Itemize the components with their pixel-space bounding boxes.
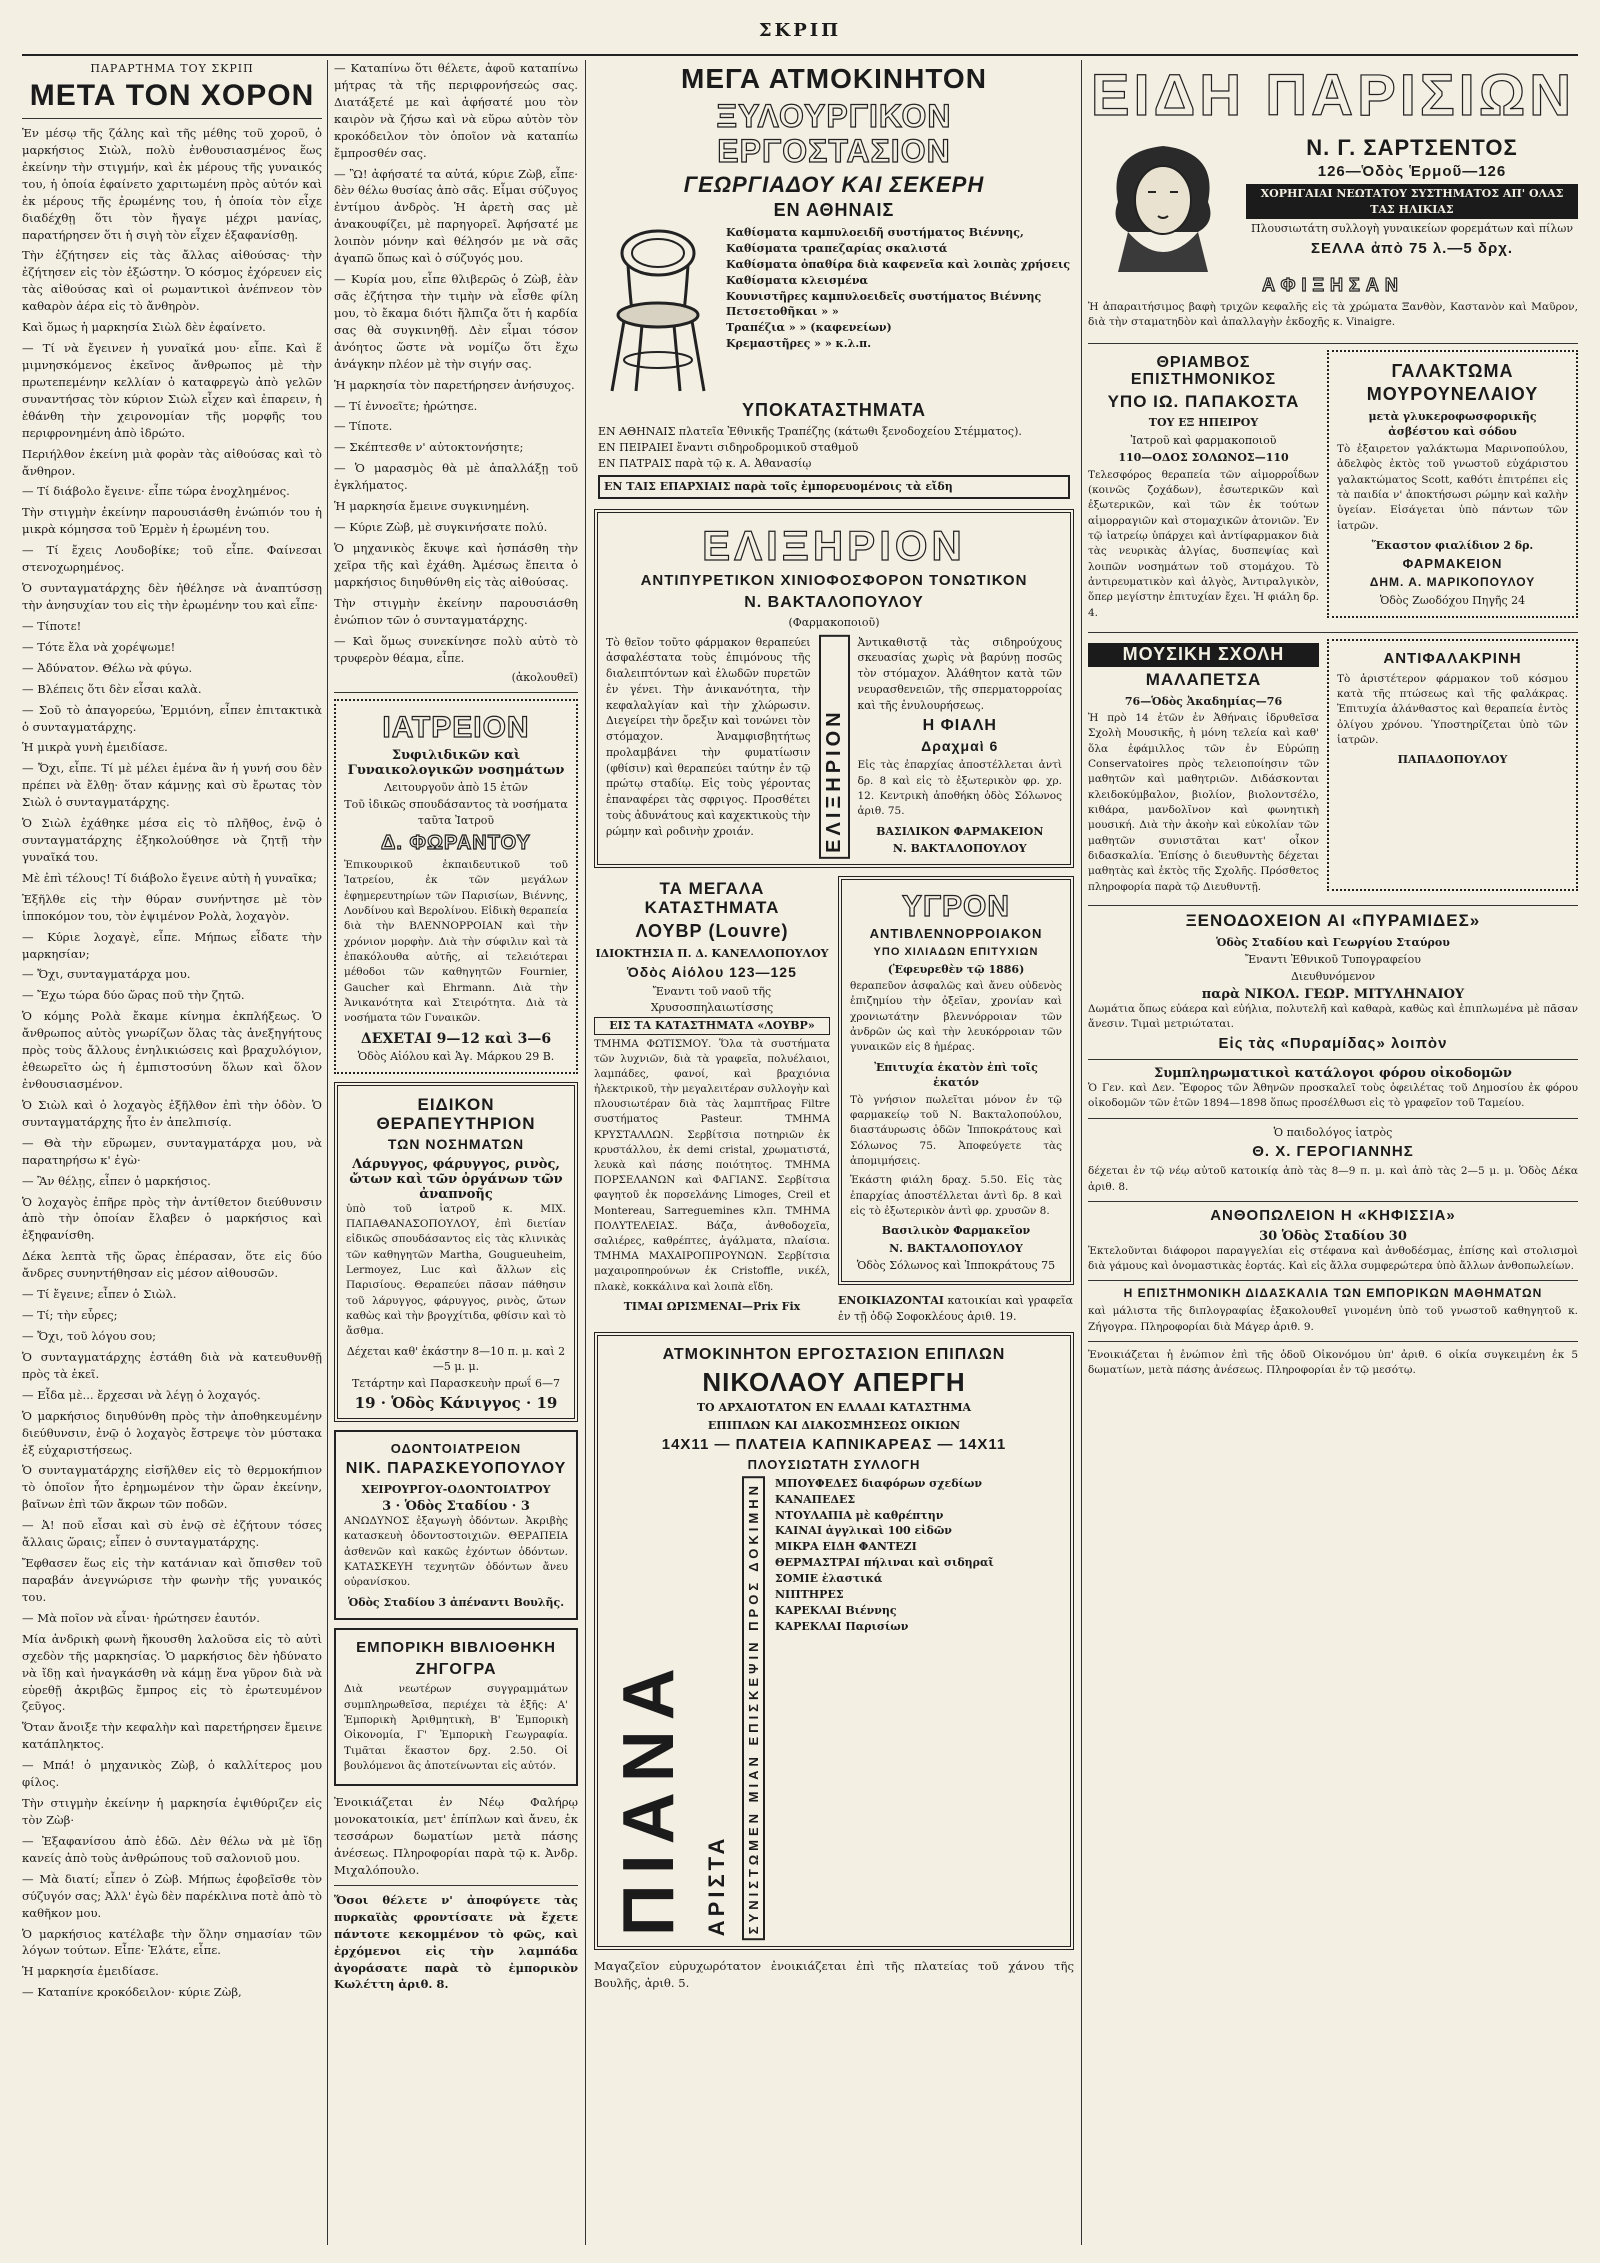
ad-opposite: Ἔναντι τοῦ ναοῦ τῆς Χρυσοσπηλαιωτίσσης: [650, 985, 774, 1014]
divider: [1088, 1059, 1578, 1060]
ad-address: 76—Ὁδὸς Ἀκαδημίας—76: [1124, 694, 1283, 708]
notice-rent: Ἐνοικιάζεται ἐν Νέῳ Φαλήρῳ μονοκατοικία, μετ' ἐπίπλων καὶ ἄνευ, ἐκ τεσσάρων δωματίων μετὰ πάσης ἀνέσεως. Πληροφορίαι παρὰ τῷ κ. Ἀνδρ. Μιχαλόπουλο.: [334, 1795, 578, 1877]
story-paragraph: — Μὰ ποῖον νὰ εἶναι· ἠρώτησεν ἐαυτόν.: [22, 1610, 260, 1625]
ad-address: 3 · Ὁδὸς Σταδίου · 3: [382, 1499, 530, 1515]
ad-body: Ἡ ἀπαραιτήσιμος βαφὴ τριχῶν κεφαλῆς εἰς τὰ χρώματα Ξανθὸν, Καστανὸν καὶ Μαῦρον, διὰ τὴν σταματηδὸν καὶ ἀπαλλαγὴν ἐκδοχῆς κ. Vinaigre.: [1088, 300, 1578, 329]
story-paragraph: — Ἂν θέλῃς, εἶπεν ὁ μαρκήσιος.: [22, 1173, 211, 1188]
ad-footer: Ὁδὸς Σταδίου 3 ἀπέναντι Βουλῆς.: [347, 1595, 565, 1609]
notice-last: Ἐνοικιάζεται ἡ ἐνώπιον ἐπὶ τῆς ὁδοῦ Οἰκονόμου ὑπ' ἀριθ. 6 οἰκία συγκειμένη ἐκ 5 δωματίων, μετὰ πάσης ἀνέσεως. Πληροφορίαι ἐν τῷ μεσότῳ.: [1088, 1349, 1578, 1377]
story-paragraph: — Τότε ἔλα νὰ χορέψωμε!: [22, 639, 176, 654]
ad-branch: ΕΝ ΑΘΗΝΑΙΣ πλατεῖα Ἐθνικῆς Τραπέζης (κάτωθι ξενοδοχείου Στέμματος).: [598, 424, 1022, 438]
story-paragraph: Ἡ μαρκησία ἔμεινε συγκινημένη.: [334, 499, 530, 514]
ad-line: Τοῦ ἰδικῶς σπουδάσαντος τὰ νοσήματα ταῦτα Ἰατροῦ: [344, 798, 568, 827]
ad-milk-sub: μετὰ γλυκεροφωσφορικῆς ἀσβέστου καὶ σόδου: [1368, 410, 1537, 439]
ad-item: ΚΑΙΝΑΙ ἀγγλικαὶ 100 εἰδῶν: [775, 1524, 952, 1538]
ad-title: ΕΙΔΗ ΠΑΡΙΣΙΩΝ: [1090, 63, 1576, 128]
ad-piramides: [1088, 912, 1578, 1112]
story-paragraph: Ἡ μικρὰ γυνὴ ἐμειδίασε.: [22, 740, 168, 755]
story-paragraph: Ὁ μαρκήσιος κατέλαβε τὴν ὅλην σημασίαν τῶν λόγων τούτων. Εἶπε· Ἐλάτε, εἶπε.: [22, 1926, 322, 1958]
divider: [334, 1885, 578, 1886]
ad-item: ΣΟΜΙΕ ἐλαστικά: [775, 1571, 883, 1585]
story-paragraph: Ἡ μαρκησία τὸν παρετήρησεν ἀνήσυχος.: [334, 377, 575, 392]
ad-milk-pharm: ΦΑΡΜΑΚΕΙΟΝ: [1402, 556, 1503, 572]
ad-address: 110—ΟΔΟΣ ΣΟΛΩΝΟΣ—110: [1118, 451, 1289, 465]
ad-footer2: Ν. ΒΑΚΤΑΛΟΠΟΥΛΟΥ: [892, 841, 1027, 855]
ad-price: ΣΕΛΛΑ ἀπὸ 75 λ.—5 δρχ.: [1310, 239, 1514, 257]
story-paragraph: — Ἀδύνατον. Θέλω νὰ φύγω.: [22, 660, 193, 675]
story-paragraph: Ὁ συνταγματάρχης δὲν ἠθέλησε νὰ ἀναπτύσσῃ τὴν ἀνησυχίαν του εἰς τὴν ἐρωμένην του καὶ εἶπε·: [22, 581, 322, 612]
divider: [1088, 343, 1578, 344]
ad-role: Ἰατροῦ καὶ φαρμακοποιοῦ: [1130, 433, 1277, 447]
story-paragraph: — Τίποτε!: [22, 618, 82, 633]
ad-side: ΣΥΝΙΣΤΩΜΕΝ ΜΙΑΝ ΕΠΙΣΚΕΨΙΝ ΠΡΟΣ ΔΟΚΙΜΗΝ: [742, 1476, 765, 1940]
ad-item: Κουνιστῆρες καμπυλοειδεῖς συστήματος Βιέννης: [726, 289, 1042, 303]
story-continuation: [334, 60, 578, 666]
notice-fire: Ὅσοι θέλετε ν' ἀποφύγετε τὰς πυρκαϊὰς φροντίσατε νὰ ἔχετε πάντοτε κεκομμένον τὸ φῶς, καὶ ἐρχόμενοι εἰς τὴν λαμπάδα ἀγοράσατε παρὰ τὸ ἐμπορικὸν Κωλέττη ἀριθ. 8.: [334, 1892, 578, 1992]
ad-branch-list: [598, 425, 1070, 472]
ad-item: Καθίσματα καμπυλοειδῆ συστήματος Βιέννης,: [726, 226, 1024, 240]
ad-kifisia-addr: 30 Ὁδὸς Σταδίου 30: [1259, 1228, 1407, 1244]
ad-elixirion-body: [606, 635, 1062, 859]
ad-body: θεραπεῦον ἀσφαλῶς καὶ ἄνευ οὐδενὸς ἐπιζημίου τὴν ὀξεῖαν, χρονίαν καὶ χρονιωτάτην βλεννόρροιαν τῶν ἀνδρῶν ὡς καὶ τὴν λευκόρροιαν τῶν γυναικῶν εἰς 8 ἡμέρας.: [850, 980, 1062, 1054]
ad-side-label: ΕΛΙΞΗΡΙΟΝ: [819, 635, 850, 859]
story-paragraph: — Τίποτε.: [334, 419, 393, 434]
ad-title1: ΑΤΜΟΚΙΝΗΤΟΝ ΕΡΓΟΣΤΑΣΙΟΝ ΕΠΙΠΛΩΝ: [662, 1346, 1006, 1364]
notice-property-title: Συμπληρωματικοὶ κατάλογοι φόρου οἰκοδομῶν: [1154, 1065, 1512, 1081]
story-paragraph: Ἡ μαρκησία ἐμειδίασε.: [22, 1964, 159, 1979]
story-paragraph: Ὁ συνταγματάρχης εἰσῆλθεν εἰς τὸ θερμοκήπιον τὸ ὁποῖον ἦτο ἐρημωμένον τὴν ὥραν ἐκείνην, βαῖνων ἐπὶ τῶν ἄκρων τῶν ποδῶν.: [22, 1463, 322, 1512]
ad-item: ΚΑΡΕΚΛΑΙ Βιέννης: [775, 1603, 897, 1617]
chair-illustration: [598, 225, 718, 395]
ad-branch: ΕΝ ΠΕΙΡΑΙΕΙ ἔναντι σιδηροδρομικοῦ σταθμοῦ: [598, 440, 859, 454]
ad-line1: ΤΟ ΑΡΧΑΙΟΤΑΤΟΝ ΕΝ ΕΛΛΑΔΙ ΚΑΤΑΣΤΗΜΑ: [696, 1401, 972, 1415]
ad-item: ΝΙΠΤΗΡΕΣ: [775, 1587, 844, 1601]
ad-hours: ΔΕΧΕΤΑΙ 9—12 καὶ 3—6: [360, 1030, 552, 1047]
ad-milk-body: Τὸ ἐξαιρετον γαλάκτωμα Μαρινοπούλου, ἀδελφὸς ἐκτὸς τοῦ γνωστοῦ εὐχάριστου γαλακτώματος Scott, καθότι ἐπιτρέπει εἰς τὰ παιδία ν' ἀποκτήσωσι ρώμην καὶ καλὴν ὑγείαν. Εἰσάγεται ὑπὸ πάντων τῶν ἰατρῶν.: [1337, 442, 1568, 532]
ad-name: ΜΑΛΑΠΕΤΣΑ: [1145, 669, 1262, 689]
story-paragraph: — Θὰ τὴν εὕρωμεν, συνταγματάρχα μου, νὰ παρατηρήσω κ' ἐγὼ·: [22, 1135, 322, 1167]
ad-item: ΚΑΝΑΠΕΔΕΣ: [775, 1492, 856, 1506]
ad-paris: [1088, 60, 1578, 335]
ad-footer1: Βασιλικὸν Φαρμακεῖον: [881, 1224, 1031, 1238]
column-three: [594, 60, 1074, 2245]
ad-role: ΧΕΙΡΟΥΡΓΟΥ-ΟΔΟΝΤΟΙΑΤΡΟΥ: [361, 1482, 551, 1496]
story-paragraph: Ὅταν ἄνοιξε τὴν κεφαλὴν καὶ παρετήρησεν ἔμεινε κατάπληκτος.: [22, 1720, 322, 1752]
story-paragraph: — Τί διάβολο ἔγεινε· εἶπε τώρα ἐνοχλημένος.: [22, 484, 290, 499]
ad-item: Τραπέζια » » (καφενείων): [726, 321, 892, 335]
ad-footer2: Ν. ΒΑΚΤΑΛΟΠΟΥΛΟΥ: [889, 1241, 1023, 1255]
ad-eparchies: ΕΝ ΤΑΙΣ ΕΠΑΡΧΙΑΙΣ παρὰ τοῖς ἐμπορευομένοις τὰ εἴδη: [598, 475, 1070, 498]
ad-notice: ΑΦΙΞΗΣΑΝ: [1262, 274, 1404, 295]
ad-head1: ΜΕΓΑ ΑΤΜΟΚΙΝΗΤΟΝ: [681, 63, 987, 94]
ad-arista: ΑΡΙΣΤΑ: [704, 1834, 729, 1937]
story-paragraph: — Βλέπεις ὅτι δὲν εἶσαι καλὰ.: [22, 681, 202, 696]
ad-address: 126—Ὁδὸς Ἑρμοῦ—126: [1317, 162, 1507, 180]
story-paragraph: — Ἐξαφανίσου ἀπὸ ἐδῶ. Δὲν θέλω νὰ μὲ ἴδῃ κανείς ἀπὸ τοὺς ἀνθρώπους τοῦ σαλονιοῦ μου.: [22, 1833, 322, 1865]
story-paragraph: Ὁ Σιὼλ ἐχάθηκε μέσα εἰς τὸ πλῆθος, ἐνῷ ὁ συνταγματάρχης ἐξηκολούθησε νὰ ζητῇ τὴν γυναῖκά του.: [22, 816, 322, 864]
ad-footer1: ΒΑΣΙΛΙΚΟΝ ΦΑΡΜΑΚΕΙΟΝ: [876, 824, 1044, 838]
notice-body: κατοικίαι καὶ γραφεῖα ἐν τῇ ὁδῷ Σοφοκλέους ἀριθ. 19.: [838, 1294, 1073, 1323]
ads-papakosta-milk: [1088, 350, 1578, 627]
ad-body: ΤΜΗΜΑ ΦΩΤΙΣΜΟΥ. Ὅλα τὰ συστήματα τῶν λυχνιῶν, διὰ τὰ γραφεῖα, πολυέλαιοι, λαμπάδες, φανοί, καὶ βραχιόνια ἠλεκτρικοῦ, τὴν μεγαλειτέραν συλλογὴν καὶ πλουσιωτέραν διὰ τὰς λαμπτῆρας Filtre συστήματος Pasteur. ΤΜΗΜΑ ΚΡΥΣΤΑΛΛΩΝ. Σερβίτσια ποτηριῶν ἐκ κρυστάλλου, ἐκ demi cristal, χρωματιστά, λευκὰ καὶ πάσης ποιότητος. ΤΜΗΜΑ ΠΟΡΣΕΛΑΝΩΝ καὶ ΦΑΓΙΑΝΣ. Σερβίτσια φαγητοῦ ἐκ πορσελάνης Limoges, Creil et Montereau, Sarreguemines κλπ. ΤΜΗΜΑ ΠΟΛΥΤΕΛΕΙΑΣ. Βάζα, ἀνθοδοχεῖα, σαλιέρες, καθρέπτες, ἀγάλματα, πλαίσια. ΤΜΗΜΑ ΜΑΧΑΙΡΟΠΙΡΟΥΝΩΝ. Σερβίτσια μαχαιροπηρούνων ἐκ Cristoffle, νικέλ, πλακὲ, κοκκάλινα καὶ λοιπὰ εἴδη.: [594, 1037, 830, 1293]
ad-depots: Εἰς τὰς ἐπαρχίας ἀποστέλλεται ἀντὶ δρ. 8 καὶ εἰς τὸ ἐξωτερικὸν φρ. χρ. 12. Κεντρικὴ ἀποθήκη ὁδὸς Σόλωνος ἀριθ. 75.: [857, 759, 1062, 818]
ad-misc: [1088, 1125, 1578, 1379]
story-paragraph: Τὴν στιγμὴν ἐκείνην παρουσιάσθη ἐνώπιον τῶν ὁ συνταγματάρχης.: [334, 595, 578, 627]
story-paragraph: Ἐξῆλθε εἰς τὴν θύραν συνήντησε μὲ τὸν ἰπποκόμον του, τὸν ἐψιμένον Ρολὰ, λοχαγὸν.: [22, 891, 322, 923]
story-paragraph: — Τί νὰ ἔγεινεν ἡ γυναῖκά μου· εἶπε. Καὶ ἕ μιμνησκόμενος ἐκεῖνος ἄνθρωπος μὲ τὴν πρωτεπεμένην κελλίαν ὁ καταφρεγὼ ἀπὸ γελῶν συναντήσας τὸν κύριον Σιὼλ εἶχεν καὶ ἐπαρειν, ἡ ἐθάνθη τὴν χειρονομίαν τῆς μορφῆς του περιφρονημένη ἀπὸ ἰδρώτο.: [22, 341, 322, 440]
story-paragraph: — Ὄχι, εἶπε. Τί μὲ μέλει ἐμένα ἂν ἡ γυνή σου δὲν πρέπει νὰ ἔλθῃ· ὅταν κάμνῃς καὶ σὺ ἔρωτας τὸν Σιὼλ ὁ συνταγματάρχης.: [22, 761, 322, 810]
ad-antiphyll: [1327, 639, 1578, 891]
ad-subtitle: ΑΝΤΙΠΥΡΕΤΙΚΟΝ ΧΙΝΙΟΦΟΣΦΟΡΟΝ ΤΟΝΩΤΙΚΟΝ: [640, 572, 1028, 590]
story-paragraph: Τὴν ἐζήτησεν εἰς τὰς ἄλλας αἰθούσας· τὴν ἐζήτησεν εἰς τὸν ἐξώστην. Ὁ κόσμος ἐχόρευεν εἰς τὰς αἰθούσας καὶ οἱ ρωμαντικοὶ ἀνέπνεον τὸν καθαρὸν ἀέρα εἰς τὸ ἄνθηρὸν.: [22, 248, 322, 314]
story-paragraph: — Σοῦ τὸ ἀπαγορεύω, Ἐρμιόνη, εἶπεν ἐπιτακτικὰ ὁ συνταγματάρχης.: [22, 702, 322, 734]
story-paragraph: — Κυρία μου, εἶπε θλιβερῶς ὁ Ζὼβ, ἐὰν σᾶς ἐζήτησα τὴν τιμὴν νὰ εἶσθε φίλη μου, τὸ ἔκαμα διότι ἤλπιζα ὅτι ἡ καρδία σας θὰ συγκινηθῇ. Δὲν εἶμαι τόσον ἀνόητος ὥστε νὰ νομίζω ὅτι ἔχω ἀνάγκην πλέον μὲ τὴν σιγήν σας.: [334, 272, 578, 371]
story-paragraph: — Κύριε Ζὼβ, μὲ συγκινήσατε πολύ.: [334, 520, 548, 535]
ad-milk-price: Ἕκαστον φιαλίδιον 2 δρ.: [1371, 538, 1534, 552]
story-paragraph: Μία ἀνδρικὴ φωνὴ ἤκουσθη λαλοῦσα εἰς τὸ αὐτὶ σχεδὸν τῆς μαρκησίας. Ὁ μαρκήσιος δὲν ἠδύνατο νὰ ἴδῃ καὶ ἠναγκάσθη νὰ κάμῃ ἕνα γῦρον διὰ νὰ εὑρεθῇ ἀκριβῶς ἔμπρος εἰς τὸ ἐρωτευμένον ζεῦγος.: [22, 1631, 322, 1714]
ad-line4: ΠΛΟΥΣΙΩΤΑΤΗ ΣΥΛΛΟΓΗ: [747, 1456, 921, 1472]
ad-name: ΥΠΟ ΙΩ. ΠΑΠΑΚΟΣΤΑ: [1107, 391, 1300, 411]
ad-item: ΝΤΟΥΛΑΠΙΑ μὲ καθρέπτην: [775, 1508, 944, 1522]
ad-paris-text: [1246, 132, 1578, 272]
ad-title: ΥΓΡΟΝ: [901, 890, 1011, 924]
story-paragraph: Ὁ κόμης Ρολὰ ἔκαμε κίνημα ἐκπλήξεως. Ὁ ἄνθρωπος αὐτὸς γνωρίζων ὅλας τὰς ἀνεξηγήτους πρὸς τοὺς ἄλλους ἐνηλικιώσεις καὶ βραχυλόγιον, ἐθεωρεῖτο ὡς ἡ ἐμπιστοσύνη ὅλων καὶ ὅλον ἐνθουσιασμένον.: [22, 1009, 322, 1092]
divider: [1088, 1341, 1578, 1342]
ad-success: Ἐπιτυχία ἑκατὸν ἐπὶ τοῖς ἑκατόν: [874, 1060, 1038, 1090]
ad-body-left: Τὸ θεῖον τοῦτο φάρμακον θεραπεύει ἀσφαλέστατα τοὺς ἐπιμόνους τῆς διαλειπτόντων καὶ ἑλωδῶν πυρετῶν ἐν γένει. Τὴν ἀνικανότητα, τὴν κεφαλαλγίαν καὶ τὴν χλώρωσιν. Διεγείρει τὴν ὄρεξιν καὶ τονώνει τὸν στόμαχον. Ἀναμφισβητήτως προλαμβάνει τὴν φυματίωσιν (φθίσιν) καὶ θεραπεύει ταύτην ἐν τῷ πρώτῳ σταδίῳ. Εἰς τοὺς γέροντας ἐπαναφέρει τὰς σφριγος. Προσθέτει τοὺς ἀδυνάτους καὶ καχεκτικοὺς τὴν ρώμην καὶ ροδινὴν χροιάν.: [606, 635, 811, 838]
ad-item: Καθίσματα τραπεζαρίας σκαλιστά: [726, 242, 948, 255]
ad-elixirion: [594, 509, 1074, 869]
ad-doctor: Δ. ΦΩΡΑΝΤΟΥ: [381, 831, 531, 854]
story-title: ΜΕΤΑ ΤΟΝ ΧΟΡΟΝ: [29, 79, 315, 112]
ad-sekeri: [594, 60, 1074, 501]
ad-line2: Πλουσιωτάτη συλλογὴ γυναικείων φορεμάτων καὶ πίλων: [1250, 222, 1574, 236]
ad-hygron: [838, 876, 1074, 1285]
ad-item: Πετσετοθῆκαι » »: [726, 305, 839, 319]
divider: [1088, 632, 1578, 633]
story-paragraph: — Καὶ ὅμως συνεκίνησε πολὺ αὐτὸ τὸ τρυφερὸν θέαμα, εἶπε.: [334, 633, 578, 665]
story-body: [22, 125, 322, 2001]
ad-address: Ὁδὸς Σταδίου καὶ Γεωργίου Σταύρου: [1216, 935, 1450, 949]
story-paragraph: — Καταπίνε κροκόδειλον· κύριε Ζὼβ,: [22, 1985, 242, 2000]
ad-papakosta: [1088, 350, 1319, 627]
ad-commerce-title: Η ΕΠΙΣΤΗΜΟΝΙΚΗ ΔΙΔΑΣΚΑΛΙΑ ΤΩΝ ΕΜΠΟΡΙΚΩΝ ΜΑΘΗΜΑΤΩΝ: [1123, 1286, 1543, 1301]
ad-milk-title: ΓΑΛΑΚΤΩΜΑ: [1391, 360, 1514, 381]
ad-milk-owner: ΔΗΜ. Α. ΜΑΡΙΚΟΠΟΥΛΟΥ: [1369, 574, 1536, 589]
story-paragraph: — Ὢ! ἀφήσατέ τα αὐτά, κύριε Ζὼβ, εἶπε· δὲν θέλω θυσίας ἀπὸ σᾶς. Εἶμαι σύζυγος ἐντίμου ἀνδρὸς. Ἡ ἀρετὴ σας μὲ ἀνακουφίζει, μὲ παρηγορεῖ. Ἀφήσατέ με λοιπὸν μόνην καὶ θέλησόν με νὰ σᾶς ἀγαπῶ ὅπως καὶ ὁ σύζυγός μου.: [334, 166, 578, 266]
story-paragraph: — Τί ἔχεις Λουδοβίκε; τοῦ εἶπε. Φαίνεσαι στενοχωρημένος.: [22, 543, 322, 575]
ad-owner: ΙΔΙΟΚΤΗΣΙΑ Π. Δ. ΚΑΝΕΛΛΟΠΟΥΛΟΥ: [595, 946, 829, 960]
ad-footer3: Ὁδὸς Σόλωνος καὶ Ἱπποκράτους 75: [856, 1258, 1056, 1272]
ad-prices: ΤΙΜΑΙ ΩΡΙΣΜΕΝΑΙ—Prix Fix: [623, 1299, 801, 1313]
ad-line: Λειτουργοῦν ἀπὸ 15 ἐτῶν: [384, 780, 528, 794]
ad-title: ΘΡΙΑΜΒΟΣ ΕΠΙΣΤΗΜΟΝΙΚΟΣ: [1130, 353, 1277, 389]
notice-property-body: Ὁ Γεν. καὶ Δεν. Ἔφορος τῶν Ἀθηνῶν προσκαλεῖ τοὺς ὀφειλέτας τοῦ Δημοσίου ἐκ φόρου οἰκοδομῶν τῶν ἐτῶν 1894—1898 ὅπως προσέλθωσι εἰς τὸ γραφεῖον τοῦ Ταμείου.: [1088, 1081, 1578, 1110]
ad-tag: Εἰς τὰς «Πυραμίδας» λοιπὸν: [1218, 1035, 1448, 1053]
ad-malapetsa: [1088, 639, 1319, 899]
ad-address: 19 · Ὁδὸς Κάνιγγος · 19: [354, 1393, 558, 1412]
ad-more: Τὸ γνήσιον πωλεῖται μόνον ἐν τῷ φαρμακείῳ τοῦ Ν. Βακταλοπούλου, διαστάυρωσις ὁδῶν Ἱπποκράτους καὶ Σόλωνος 75. Ἀποφεύγετε τὰς ἀπομιμήσεις.: [850, 1093, 1062, 1167]
ad-name: Ν. ΒΑΚΤΑΛΟΠΟΥΛΟΥ: [744, 593, 924, 611]
column-rule: [1081, 60, 1082, 2245]
portrait-illustration: [1088, 132, 1238, 272]
ad-paris-body: [1088, 132, 1578, 272]
story-paragraph: Τὴν στιγμὴν ἐκείνην παρουσιάσθη ἐνώπιόν του ἡ μικρὰ κόμησσα τοῦ Ἐρμὲν ἡ ἐρωμένη του.: [22, 505, 322, 537]
ad-doc-name: Θ. Χ. ΓΕΡΟΓΙΑΝΝΗΣ: [1252, 1142, 1414, 1160]
ad-body: Δωμάτια ὅπως εὐάερα καὶ εὐήλια, πολυτελῆ καὶ καθαρὰ, καθὼς καὶ ἐπιπλωμένα μὲ πᾶσαν ἄνεσιν. Τιμαὶ μετριώταται.: [1088, 1002, 1578, 1031]
ad-pharm: (Φαρμακοποιοῦ): [788, 616, 880, 630]
story-paragraph: — Ἀ! ποῦ εἶσαι καὶ σὺ ἐνῷ σὲ ἐζήτουν τόσες ἄλλαις ὥραις; εἶπεν ὁ συνταγματάρχης.: [22, 1518, 322, 1550]
ad-sub3: (Ἐφευρεθὲν τῷ 1886): [887, 962, 1025, 976]
story-paragraph: Ἔφθασεν ἕως εἰς τὴν κατάνιαν καὶ ὄπισθεν τοῦ παραβάν ἀνεγνώρισε τὴν φωνὴν τῆς γυναικός του.: [22, 1556, 322, 1604]
ads-louvre-hygron: [594, 876, 1074, 1326]
ad-organs: Λάρυγγος, φάρυγγος, ρινὸς, ὤτων καὶ τῶν ὀργάνων τῶν ἀναπνοῆς: [349, 1156, 563, 1202]
ad-body: ὑπὸ τοῦ ἰατροῦ κ. ΜΙΧ. ΠΑΠΑΘΑΝΑΣΟΠΟΥΛΟΥ, ἐπὶ διετίαν εἰδικῶς σπουδάσαντος εἰς τὰς κλινικὰς τῶν καθηγητῶν Martha, Gougueuheim, Lermoyez, Luc καὶ ἄλλων εἰς Παρισίους. Θεραπεύει πᾶσαν πάθησιν τοῦ λάρυγγος, φάρυγγος, ρινὸς, ὤτων καθὼς καὶ τὴν βρογχίτιδα, φθίσιν καὶ τὸ ἄσθμα.: [346, 1202, 566, 1338]
ad-branch: ΕΝ ΠΑΤΡΑΙΣ παρὰ τῷ κ. Α. Ἀθανασίῳ: [598, 456, 812, 470]
ad-label: ΕΙΣ ΤΑ ΚΑΤΑΣΤΗΜΑΤΑ «ΛΟΥΒΡ»: [594, 1017, 830, 1034]
ad-body: Τελεσφόρος θεραπεία τῶν αἱμορροΐδων (κοινῶς ζοχάδων), ἐσωτερικῶν καὶ ἐξωτερικῶν, καὶ τῶν ἐκ τούτων αἱμορραγιῶν καὶ στομαχικῶν ἀτονιῶν. Ἐν τῷ ἰατρείῳ ὑπάρχει καὶ ἀντίφαρμακον διὰ τὰς νευρικὰς ἀλγίας, δυσπεψίας καὶ λοιπῶν νοσημάτων τοῦ στομάχου. Τὸ ἀντιρευματικὸν καὶ ἀλγὸς, Ἀντιραλγικὸν, ὅπερ μεγίστην ἐπιτυχίαν ἔχει. Ἡ φιάλη δρ. 4.: [1088, 468, 1319, 619]
ad-body-right: [858, 635, 1063, 859]
story-paragraph: — Ἔχω τώρα δύο ὥρας ποῦ τὴν ζητῶ.: [22, 988, 245, 1003]
ad-name: ΖΗΓΟΓΡΑ: [415, 1660, 497, 1678]
ad-kifisia-title: ΑΝΘΟΠΩΛΕΙΟΝ Η «ΚΗΦΙΣΣΙΑ»: [1210, 1207, 1456, 1225]
ad-piana: ΠΙΑΝΑ: [609, 1658, 689, 1937]
ad-body: Διὰ νεωτέρων συγγραμμάτων συμπληρωθεῖσα, περιέχει τὰ ἑξῆς: Α' Ἐμπορικὴ Ἀριθμητικὴ, Β' Ἐμπορικὴ Οἰκονομία, Γ' Ἐμπορικὴ Γεωγραφία. Τιμᾶται ἕκαστον δρχ. 2.50. Οἱ βουλόμενοι ἂς ἀποτείνωνται εἰς αὐτόν.: [344, 1683, 568, 1772]
story-paragraph: — Ὁ μαρασμὸς θὰ μὲ ἀπαλλάξῃ τοῦ ἐγκλήματος.: [334, 461, 578, 493]
ad-item: ΘΕΡΜΑΣΤΡΑΙ πήλιναι καὶ σιδηραῖ: [775, 1556, 994, 1570]
ad-item-list: [775, 1476, 1062, 1940]
ad-line2: ΕΠΙΠΛΩΝ ΚΑΙ ΔΙΑΚΟΣΜΗΣΕΩΣ ΟΙΚΙΩΝ: [707, 1418, 961, 1432]
ad-title: ΜΟΥΣΙΚΗ ΣΧΟΛΗ: [1088, 643, 1319, 667]
story-paragraph: — Τί; τὴν εὗρες;: [22, 1308, 118, 1323]
story-paragraph: — Μὰ διατί; εἶπεν ὁ Ζὼβ. Μήπως ἐφοβεῖσθε τὸν σύζυγόν σας; Ἀλλ' ἐγὼ δὲν παρέκλινα ποτὲ ἀπὸ τὸ καθῆκον μου.: [22, 1871, 322, 1920]
notice-shop: Μαγαζεῖον εὐρυχωρότατον ἐνοικιάζεται ἐπὶ τῆς πλατείας τοῦ χάνου τῆς Βουλῆς, ἀριθ. 5.: [594, 1959, 1074, 1991]
ad-opp: Ἔναντι Ἐθνικοῦ Τυπογραφείου: [1245, 953, 1421, 966]
divider: [22, 118, 322, 119]
story-paragraph: Καὶ ὅμως ἡ μαρκησία Σιὼλ δὲν ἐφαίνετο.: [22, 320, 266, 335]
column-four: [1088, 60, 1578, 2245]
ad-price: Δραχμαὶ 6: [921, 737, 999, 754]
story-paragraph: Ὁ Σιὼλ καὶ ὁ λοχαγὸς ἐξῆλθον ἐπὶ τὴν ὁδὸν. Ὁ συνταγματάρχης ἦτο ἐν ἀπελπισίᾳ.: [22, 1097, 322, 1129]
ad-title: ΑΝΤΙΦΑΛΑΚΡΙΝΗ: [1383, 650, 1522, 668]
ad-head3: ΓΕΩΡΓΙΑΔΟΥ ΚΑΙ ΣΕΚΕΡΗ: [683, 172, 985, 198]
ad-odonto: [334, 1430, 578, 1620]
notice-title: ΕΝΟΙΚΙΑΖΟΝΤΑΙ: [838, 1294, 944, 1308]
ad-body: ΑΝΩΔΥΝΟΣ ἐξαγωγὴ ὀδόντων. Ἀκριβὴς κατασκευὴ ὀδοντοστοιχιῶν. ΘΕΡΑΠΕΙΑ ἀσθενῶν καὶ κακῶς ἐχόντων ὀδόντων. ΚΑΤΑΣΚΕΥΗ τεχνητῶν ὀδόντων ἄνευ οὐρανίσκου.: [344, 1515, 568, 1589]
story-paragraph: — Ὄχι, τοῦ λόγου σου;: [22, 1329, 157, 1343]
story-paragraph: Ὁ συνταγματάρχης ἐστάθη διὰ νὰ κατευθυνθῇ πρὸς τὰ ἐκεῖ.: [22, 1349, 322, 1381]
ad-owner-label: Διευθυνόμενον: [1290, 970, 1376, 984]
ad-item: Κρεμαστῆρες » » κ.λ.π.: [726, 337, 872, 351]
ad-apergi: [594, 1332, 1074, 1950]
ad-body: Ἡ πρὸ 14 ἐτῶν ἐν Ἀθήναις ἱδρυθεῖσα Σχολὴ Μουσικῆς, ἡ μόνη τελεία καὶ καθ' ὅλα ἐφάμιλλος τῶν ἐν Εὐρώπῃ Conservatoires πρὸς τελειοποίησιν τῶν μαθητῶν καὶ μαθητριῶν. Διδάσκονται κλειδοκύμβαλον, βιολίον, βιολοντσέλο, κιθάρα, μανδολῖνον καὶ φωνητικὴ μουσική. Διὰ τὴν ἀκοὴν καὶ εὐκολίαν τῶν μαθητῶν συνιστᾶται κατ' οἶκον διδασκαλία. Ἐπίσης ὁ διευθυντὴς δέχεται μαθητὰς καὶ ἐκτὸς τῆς Σχολῆς. Πρόσθετος πληροφορία παρὰ τῷ Διευθυντῇ.: [1088, 711, 1319, 893]
story-paragraph: Ὁ λοχαγὸς ἐπῆρε πρὸς τὴν ἀντίθετον διεύθυνσιν ἀπὸ τὴν ὁποίαν ἔλαβεν ὁ μαρκήσιος καὶ ἐξηφανίσθη.: [22, 1194, 322, 1243]
ads-music-antiphyll: [1088, 639, 1578, 899]
story-paragraph: Ὁ μαρκήσιος διηυθύνθη πρὸς τὴν ἀποθηκευμένην διεύθυνσιν, ἐνῷ ὁ λοχαγὸς ἔστρεψε τὸν μύστακα ἐξ εὐχαριστήσεως.: [22, 1408, 322, 1457]
ad-line1: ΧΟΡΗΓΑΙΑΙ ΝΕΩΤΑΤΟΥ ΣΥΣΤΗΜΑΤΟΣ ΑΠ' ΟΛΑΣ ΤΑΣ ΗΛΙΚΙΑΣ: [1246, 184, 1578, 219]
ad-commerce-body: καὶ μάλιστα τῆς διπλογραφίας ἐξακολουθεῖ γινομένη ὑπὸ τοῦ γνωστοῦ καθηγητοῦ κ. Ζήγογρα. Πληροφορίαι διὰ Μάγερ ἀριθ. 9.: [1088, 1305, 1578, 1333]
ad-doc-title: Ὁ παιδολόγος ἰατρὸς: [1273, 1125, 1393, 1139]
ad-body: Ἐπικουρικοῦ ἐκπαιδευτικοῦ τοῦ Ἰατρείου, ἐκ τῶν μεγάλων ἐφημερευτηρίων τῶν Παρισίων, Βιέννης, Λονδίνου καὶ Βερολίνου. Εἰδικὴ θεραπεία διὰ τὴν ΒΛΕΝΝΟΡΡΟΙΑΝ καὶ τὴν χρόνιον μορφὴν. Διὰ τὴν σύφιλιν καὶ τὰ ἐπακόλουθα αὐτῆς, αἱ τελειότεραι μέθοδοι τῶν καθηγητῶν Fournier, Gaucher καὶ Ehrmann. Διὰ τὴν Ἀνικανότητα καὶ Στειρότητα. Διὰ τὰ νοσήματα τῶν Γυναικῶν.: [344, 858, 568, 1025]
ad-milk-name: ΜΟΥΡΟΥΝΕΛΑΙΟΥ: [1366, 384, 1539, 405]
ad-name: ΝΙΚ. ΠΑΡΑΣΚΕΥΟΠΟΥΛΟΥ: [345, 1460, 567, 1478]
ad-milk: [1327, 350, 1578, 619]
ad-kifisia-body: Ἐκτελοῦνται διάφοροι παραγγελίαι εἰς στέφανα καὶ ἀνθοδέσμας, ἐπίσης καὶ στολισμοὶ διὰ γάμους καὶ ὀνομαστικὰς ἑορτάς. Καὶ εἰς ἄλλα συμφερώτερα ὑπὸ ἄλλων ἀνθοπωλείων.: [1088, 1244, 1578, 1272]
story-paragraph: Ἐν μέσῳ τῆς ζάλης καὶ τῆς μέθης τοῦ χοροῦ, ὁ μαρκήσιος Σιὼλ, πολὺ ἐνθουσιασμένος ἕως ἐκείνην τὴν στιγμήν, καὶ ἐκ μέρους τῆς γυναικός του, ἡ ὁποία ἐφαίνετο χαριτωμένη πρὸς αὐτόν καὶ ἐκ μέρους τῆς ἐρωμένης του, ἡ ὁποία τὸν εἶχε διαδέχθῃ ὅτι τὸν ἤγαγε μέχρι μανίας, παρατήρησεν ὅτι ἡ σιγὴ τὸν εἶχεν ἐξαφανίσθῃ.: [22, 126, 322, 242]
ad-price-title: Η ΦΙΑΛΗ: [922, 717, 997, 735]
story-paragraph: — Τί ἔγεινε; εἶπεν ὁ Σιὼλ.: [22, 1287, 177, 1302]
divider: [1088, 1201, 1578, 1202]
ad-louvre: [594, 876, 830, 1326]
column-feuilleton: [22, 60, 322, 2245]
story-paragraph: Τὴν στιγμὴν ἐκείνην ἡ μαρκησία ἐψιθύριζεν εἰς τὸν Ζὼβ·: [22, 1796, 322, 1827]
story-paragraph: — Κύριε λοχαγὲ, εἶπε. Μήπως εἶδατε τὴν μαρκησίαν;: [22, 929, 322, 961]
ad-title: ΞΕΝΟΔΟΧΕΙΟΝ ΑΙ «ΠΥΡΑΜΙΔΕΣ»: [1185, 910, 1481, 930]
ad-doc-body: δέχεται ἐν τῷ νέῳ αὐτοῦ κατοικίᾳ ἀπὸ τὰς 8—9 π. μ. καὶ ἀπὸ τὰς 2—5 μ. μ. Ὁδὸς Δέκα ἀριθ. 8.: [1088, 1165, 1578, 1193]
ad-head2: ΞΥΛΟΥΡΓΙΚΟΝ ΕΡΓΟΣΤΑΣΙΟΝ: [716, 97, 952, 169]
column-two: [334, 60, 578, 2245]
ad-name: ΛΟΥΒΡ (Louvre): [635, 920, 789, 941]
ad-hygron-col: [838, 876, 1074, 1326]
story-paragraph: — Μπά! ὁ μηχανικὸς Ζὼβ, ὁ καλλίτερος μου φίλος.: [22, 1758, 322, 1790]
ad-name: Ν. Γ. ΣΑΡΤΣΕΝΤΟΣ: [1306, 134, 1518, 160]
divider: [1088, 1118, 1578, 1119]
story-paragraph: Περιήλθον ἐκείνη μιὰ φορὰν τὰς αἰθούσας καὶ τὸ ἄνθηρον.: [22, 446, 322, 478]
ad-days: Τετάρτην καὶ Παρασκευὴν πρωΐ 6—7: [352, 1377, 560, 1391]
ad-title2: ΝΙΚΟΛΑΟΥ ΑΠΕΡΓΗ: [702, 1366, 966, 1397]
ad-iatreion: [334, 699, 578, 1074]
ad-title: ΟΔΟΝΤΟΙΑΤΡΕΙΟΝ: [390, 1440, 522, 1456]
masthead: ΣΚΡΙΠ: [22, 20, 1578, 56]
divider: [1088, 1280, 1578, 1281]
story-paragraph: Δέκα λεπτὰ τῆς ὥρας ἐπέρασαν, ὅτε εἰς δύο ἄνδρες συνηντήθησαν εἰς μέσον αἰθουσῶν.: [22, 1249, 322, 1281]
ad-price: Ἑκάστη φιάλη δραχ. 5.50. Εἰς τὰς ἐπαρχίας ἀποστέλλεται ἀντὶ δρ. 8 καὶ εἰς τὸ ἐξωτερικὸν ἀντὶ φρ. χρυσῶν 8.: [850, 1174, 1062, 1217]
ad-title: ΕΜΠΟΡΙΚΗ ΒΙΒΛΙΟΘΗΚΗ: [356, 1639, 556, 1657]
ad-item-list: [726, 225, 1070, 395]
story-paragraph: Ὁ μηχανικὸς ἔκυψε καὶ ἠσπάσθη τὴν χεῖρα τῆς καὶ ἐχάθη. Ἀμέσως ἔπειτα ὁ μαρκήσιος διηυθύνθη εἰς τὰς αἰθούσας.: [334, 540, 578, 589]
divider: [1088, 905, 1578, 906]
ad-sub1: ΑΝΤΙΒΛΕΝΝΟΡΡΟΙΑΚΟΝ: [869, 926, 1043, 942]
ad-title: ΕΙΔΙΚΟΝ ΘΕΡΑΠΕΥΤΗΡΙΟΝ: [376, 1094, 536, 1133]
ad-address: Ὁδὸς Αἰόλου 123—125: [627, 963, 797, 980]
story-paragraph: — Εἶδα μὲ... ἔρχεσαι νὰ λέγῃ ὁ λοχαγός.: [22, 1387, 261, 1402]
story-paragraph: — Τί ἐννοεῖτε; ἠρώτησε.: [334, 398, 478, 413]
ad-subtitle: Συφιλιδικῶν καὶ Γυναικολογικῶν νοσημάτων: [347, 747, 565, 778]
ad-title: ΙΑΤΡΕΙΟΝ: [382, 710, 530, 744]
ad-line3: 14Χ11 — ΠΛΑΤΕΙΑ ΚΑΠΝΙΚΑΡΕΑΣ — 14Χ11: [661, 1436, 1007, 1454]
story-paragraph: — Σκέπτεσθε ν' αὐτοκτονήσητε;: [334, 440, 524, 455]
story-paragraph: — Ὄχι, συνταγματάρχα μου.: [22, 967, 191, 982]
kicker: ΠΑΡΑΡΤΗΜΑ ΤΟΥ ΣΚΡΙΠ: [90, 62, 254, 75]
ad-body-right-text: Ἀντικαθιστᾷ τὰς σιδηρούχους σκευασίας χωρὶς νὰ βαρύνῃ ποσῶς τὸν στόμαχον. Ἀλάθητον κατὰ τῶν νευρασθενειῶν, τῆς σπερματορροίας καὶ τῆς ἐνυλουρήσεως.: [857, 635, 1062, 712]
ad-head4: ΕΝ ΑΘΗΝΑΙΣ: [773, 200, 895, 221]
ad-sekeri-body: [598, 225, 1070, 395]
notice-enoik: [838, 1293, 1074, 1324]
ad-item: Καθίσματα ὀπαθίρα διὰ καφενεῖα καὶ λοιπὰς χρήσεις: [726, 257, 1071, 271]
ad-hours: Δέχεται καθ' ἑκάστην 8—10 π. μ. καὶ 2—5 μ. μ.: [346, 1344, 566, 1374]
ad-from: ΤΟΥ ΕΞ ΗΠΕΙΡΟΥ: [1148, 416, 1259, 430]
ad-item: ΚΑΡΕΚΛΑΙ Παρισίων: [775, 1619, 909, 1633]
ad-item: ΜΠΟΥΦΕΔΕΣ διαφόρων σχεδίων: [775, 1476, 982, 1490]
ad-subtitle: ΤΩΝ ΝΟΣΗΜΑΤΩΝ: [387, 1136, 525, 1153]
ad-title: ΕΛΙΞΗΡΙΟΝ: [702, 521, 966, 569]
ad-milk-addr: Ὁδὸς Ζωοδόχου Πηγῆς 24: [1379, 593, 1526, 607]
ad-biblio: [334, 1628, 578, 1786]
continued-note: (ἀκολουθεῖ): [511, 671, 578, 685]
ad-apergi-body: [606, 1476, 1062, 1940]
column-rule: [327, 60, 328, 2245]
ad-title: ΤΑ ΜΕΓΑΛΑ ΚΑΤΑΣΤΗΜΑΤΑ: [644, 879, 780, 918]
ad-item: ΜΙΚΡΑ ΕΙΔΗ ΦΑΝΤΕΖΙ: [775, 1540, 917, 1554]
newspaper-page: [22, 20, 1578, 2245]
ad-body: Τὸ ἀριστέτερον φάρμακον τοῦ κόσμου κατὰ τῆς πτώσεως καὶ τῆς φαλάκρας. Ἐπιτυχία ἀλάνθαστος καὶ θεραπεία ἐντὸς ὀλίγου χρόνου. Ὑποστηρίζεται ὑπὸ τῶν ἰατρῶν.: [1337, 672, 1568, 746]
divider: [334, 692, 578, 693]
ad-owner: παρὰ ΝΙΚΟΛ. ΓΕΩΡ. ΜΙΤΥΛΗΝΑΙΟΥ: [1201, 986, 1465, 1002]
ad-item: Καθίσματα κλεισμένα: [726, 273, 868, 287]
ad-therapeutirion: [334, 1082, 578, 1422]
ad-footer: ΠΑΠΑΔΟΠΟΥΛΟΥ: [1397, 753, 1508, 767]
ad-sub2: ΥΠΟ ΧΙΛΙΑΔΩΝ ΕΠΙΤΥΧΙΩΝ: [873, 945, 1039, 958]
column-rule: [585, 60, 586, 2245]
ad-address: Ὁδὸς Αἰόλου καὶ Ἁγ. Μάρκου 29 Β.: [357, 1049, 555, 1063]
story-paragraph: Μὲ ἐπὶ τέλους! Τί διάβολο ἔγεινε αὐτὴ ἡ γυναῖκα;: [22, 870, 317, 885]
story-paragraph: — Καταπίνω ὅτι θέλετε, ἀφοῦ καταπίνω μήτρας τὰ τῆς περιφρονήσεώς σας. Διατάξετέ με καὶ ἀφήσατέ μου τὸν καιρὸν νὰ ζήσω καὶ νὰ εὕρω αὐτὸν τὸν κροκόδειλον τὸν ὁποῖον νὰ καταπίω ἔμπροσθέν σας.: [334, 61, 578, 160]
ad-branches-title: ΥΠΟΚΑΤΑΣΤΗΜΑΤΑ: [741, 400, 927, 421]
